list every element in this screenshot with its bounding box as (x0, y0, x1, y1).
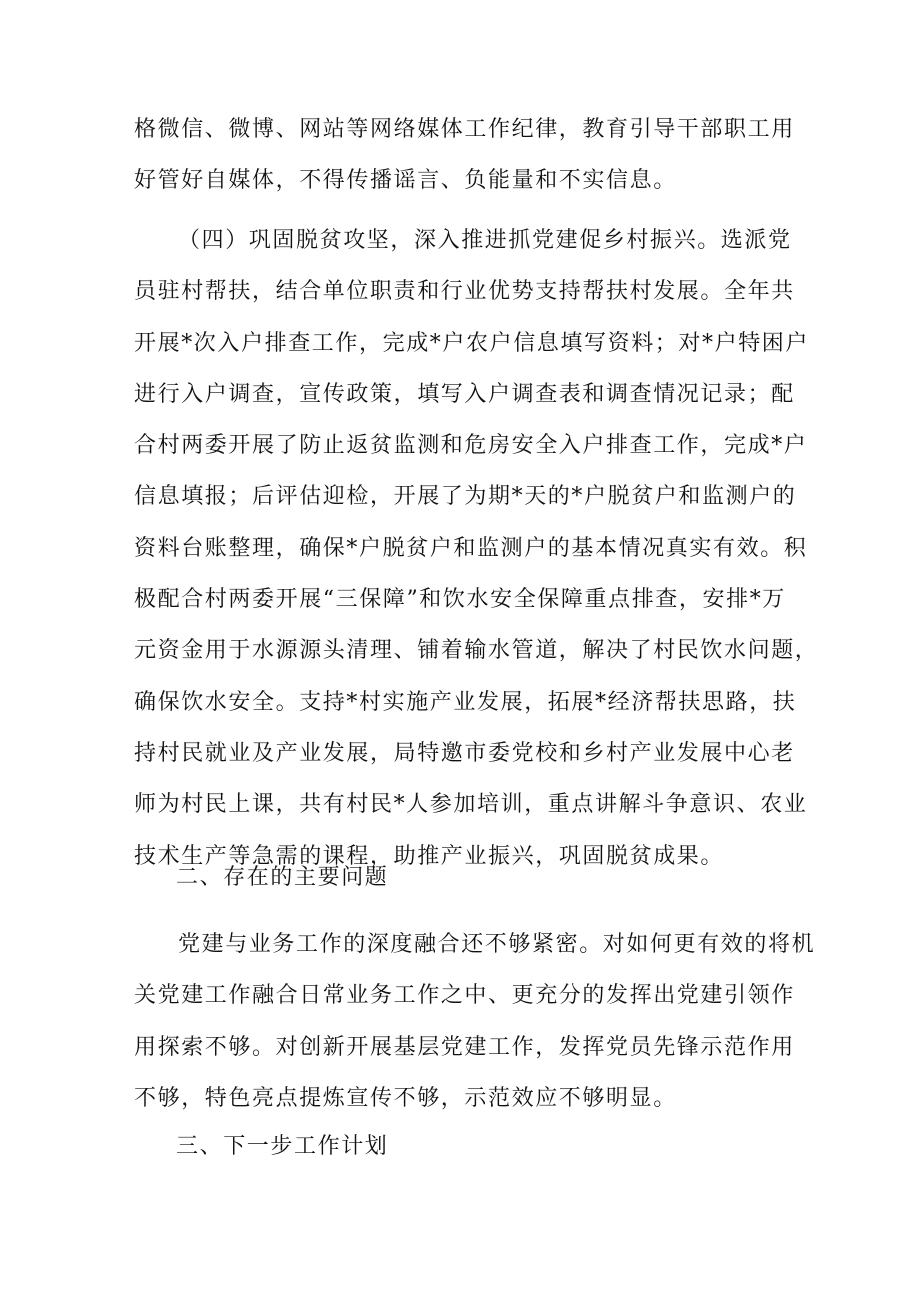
text-line: 持村民就业及产业发展，局特邀市委党校和乡村产业发展中心老 (134, 740, 795, 766)
text-line: 极配合村两委开展“三保障”和饮水安全保障重点排查，安排*万 (134, 587, 786, 613)
section-heading-next-steps: 三、下一步工作计划 (176, 1134, 389, 1159)
text-line: 元资金用于水源源头清理、铺着输水管道，解决了村民饮水问题， (134, 638, 819, 664)
text-line: 技术生产等急需的课程，助推产业振兴，巩固脱贫成果。 (134, 843, 725, 869)
text-line: 确保饮水安全。支持*村实施产业发展，拓展*经济帮扶思路，扶 (134, 689, 797, 715)
text-line: 不够，特色亮点提炼宣传不够，示范效应不够明显。 (134, 1085, 677, 1111)
text-line: 格微信、微博、网站等网络媒体工作纪律，教育引导干部职工用 (134, 117, 795, 142)
text-line: 信息填报；后评估迎检，开展了为期*天的*户脱贫户和监测户的 (134, 484, 797, 510)
text-line: 进行入户调查，宣传政策，填写入户调查表和调查情况记录；配 (134, 381, 795, 407)
paragraph-poverty-alleviation (134, 215, 819, 882)
text-line: 党建与业务工作的深度融合还不够紧密。对如何更有效的将机 (178, 932, 816, 957)
text-line: 关党建工作融合日常业务工作之中、更充分的发挥出党建引领作 (134, 983, 795, 1009)
paragraph-media-discipline (134, 104, 798, 207)
section-heading-problems: 二、存在的主要问题 (176, 865, 389, 890)
text-line: 师为村民上课，共有村民*人参加培训，重点讲解斗争意识、农业 (134, 792, 808, 818)
text-line: 员驻村帮扶，结合单位职责和行业优势支持帮扶村发展。全年共 (134, 279, 795, 305)
text-line: （四）巩固脱贫攻坚，深入推进抓党建促乡村振兴。选派党 (178, 228, 792, 253)
text-line: 合村两委开展了防止返贫监测和危房安全入户排查工作，完成*户 (134, 433, 808, 459)
text-line: 好管好自媒体，不得传播谣言、负能量和不实信息。 (134, 168, 677, 194)
text-line: 开展*次入户排查工作，完成*户农户信息填写资料；对*户特困户 (134, 330, 810, 356)
text-line: 资料台账整理，确保*户脱贫户和监测户的基本情况真实有效。积 (134, 535, 808, 561)
paragraph-problems (134, 919, 816, 1124)
text-line: 用探索不够。对创新开展基层党建工作，发挥党员先锋示范作用 (134, 1034, 795, 1060)
